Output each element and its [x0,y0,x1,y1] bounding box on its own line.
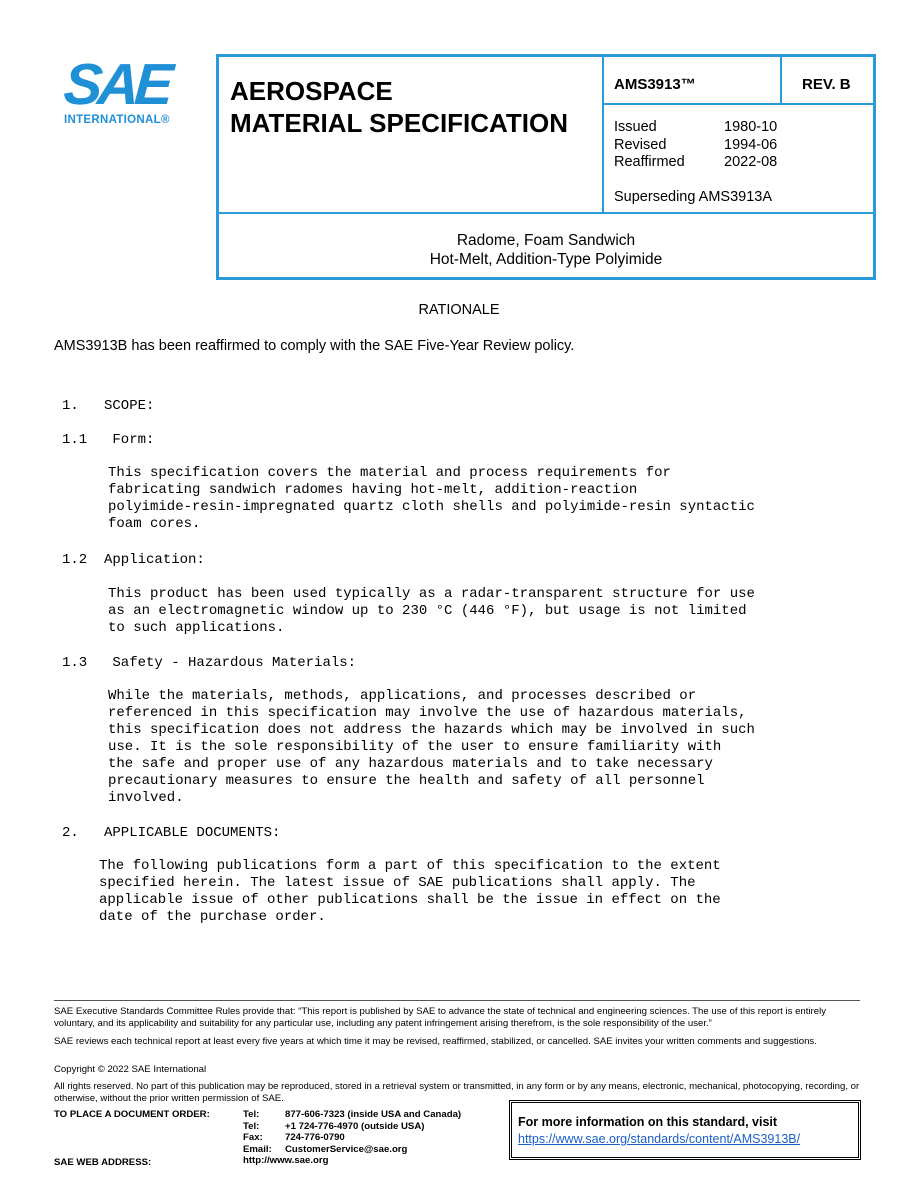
logo-mark: SAE [61,52,171,117]
info-title: For more information on this standard, visit [518,1115,778,1129]
section-2-text: The following publications form a part of this specification to the extent specified herein. The latest issue of SAE publications shall apply. The applicable issue of other publications shall be the issue in effect on the date of the purchase order. [99,858,721,925]
contact-row [243,1144,461,1156]
contact-value: +1 724-776-4970 (outside USA) [285,1120,425,1132]
info-box [509,1100,861,1160]
contact-label: Fax: [243,1132,263,1144]
subject-cell [219,212,873,277]
section-1-1-heading: 1.1 Form: [62,432,155,448]
section-2-heading: 2. APPLICABLE DOCUMENTS: [62,825,281,841]
contact-row [243,1121,461,1133]
date-label: Reaffirmed [614,154,685,170]
section-1-heading: 1. SCOPE: [62,398,155,414]
header-box [216,54,876,280]
revision: REV. B [802,76,851,93]
date-value: 1980-10 [724,119,778,135]
revision-cell [782,57,873,105]
section-1-2-text: This product has been used typically as a radar-transparent structure for use as an electromagnetic window up to 230 °C (446 °F), but usage is not limited to such applications. [108,586,755,636]
footer-copyright: Copyright © 2022 SAE International [54,1064,207,1075]
date-value: 1994-06 [724,136,778,153]
superseding-note: Superseding AMS3913A [614,189,772,205]
footer-review-text: SAE reviews each technical report at least every five years at which time it may be revised, reaffirmed, stabilized, or cancelled. SAE invites your written comments and suggestions. [54,1036,817,1047]
date-row [614,154,777,172]
date-row [614,119,777,137]
date-row [614,137,777,155]
footer-divider [54,1000,860,1001]
contact-value: 724-776-0790 [285,1132,345,1144]
contact-label: Tel: [243,1120,260,1132]
contact-list [243,1109,461,1167]
rationale-text: AMS3913B has been reaffirmed to comply with the SAE Five-Year Review policy. [54,338,575,354]
subject-line-2: Hot-Melt, Addition-Type Polyimide [429,251,663,268]
order-label: TO PLACE A DOCUMENT ORDER: [54,1109,210,1120]
doc-type-title [230,75,568,139]
date-label: Revised [614,136,667,153]
section-1-2-heading: 1.2 Application: [62,552,205,568]
contact-row [243,1132,461,1144]
logo-subtitle: INTERNATIONAL® [64,114,170,126]
contact-label: Tel: [243,1109,260,1120]
sae-logo [61,52,184,132]
info-link[interactable]: https://www.sae.org/standards/content/AMS3913B/ [518,1132,801,1146]
header-title-cell [219,57,604,212]
contact-value: 877-606-7323 (inside USA and Canada) [285,1109,462,1120]
header-info-cell [604,57,873,212]
contact-row [243,1109,461,1121]
subject-line-1: Radome, Foam Sandwich [456,232,636,249]
dates-block [614,119,777,172]
date-value: 2022-08 [724,154,778,170]
web-address-label: SAE WEB ADDRESS: [54,1157,152,1168]
contact-value: CustomerService@sae.org [285,1143,408,1155]
footer-rules-text: SAE Executive Standards Committee Rules provide that: “This report is published by SAE to advance the state of technical and engineering sciences. The use of this report is entirely voluntary, and its applicability and suitability for any particular use, including any patent infringement arising therefrom, is the sole responsibility of the user.” [54,1006,826,1029]
section-1-3-heading: 1.3 Safety - Hazardous Materials: [62,655,357,671]
doc-id: AMS3913™ [614,76,696,93]
rationale-heading: RATIONALE [418,302,500,318]
title-line-2: MATERIAL SPECIFICATION [230,108,568,138]
section-1-3-text: While the materials, methods, applications, and processes described or referenced in this specification may involve the use of hazardous materials, this specification does not address the hazards which may be involved in such use. It is the sole responsibility of the user to ensure familiarity with the safe and proper use of any hazardous materials and to take necessary precautionary measures to ensure the health and safety of all personnel involved. [108,688,755,806]
footer-rights-text: All rights reserved. No part of this publication may be reproduced, stored in a retrieval system or transmitted, in any form or by any means, electronic, mechanical, photocopying, recording, or otherwise, without the prior written permission of SAE. [54,1081,860,1104]
doc-id-cell [604,57,782,105]
contact-label: Email: [243,1143,272,1155]
section-1-1-text: This specification covers the material and process requirements for fabricating sandwich radomes having hot-melt, addition-reaction polyimide-resin-impregnated quartz cloth shells and polyimide-resin syntactic foam cores. [108,465,755,532]
date-label: Issued [614,119,657,135]
title-line-1: AEROSPACE [230,76,393,106]
web-address[interactable]: http://www.sae.org [243,1155,329,1167]
